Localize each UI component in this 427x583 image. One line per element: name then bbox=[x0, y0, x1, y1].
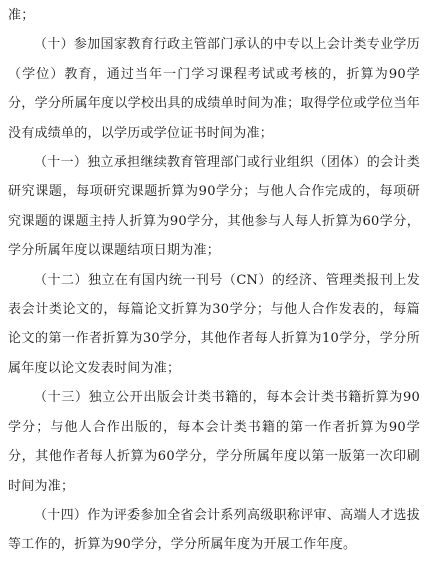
paragraph-item-14: （十四）作为评委参加全省会计系列高级职称评审、高端人才选拔等工作的，折算为90学分，学分所属年度为开展工作年度。 bbox=[8, 507, 420, 553]
paragraph-item-11: （十一）独立承担继续教育管理部门或行业组织（团体）的会计类研究课题，每项研究课题折算为90学分；与他人合作完成的，每项研究课题的课题主持人折算为90学分，其他参与人每人折算为60学分，学分所属年度以课题结项日期为准； bbox=[8, 155, 420, 259]
paragraph-item-13: （十三）独立公开出版会计类书籍的，每本会计类书籍折算为90学分；与他人合作出版的，每本会计类书籍的第一作者折算为90学分，其他作者每人折算为60学分，学分所属年度以第一版第一次印刷时间为准； bbox=[8, 390, 420, 494]
paragraph-item-12: （十二）独立在有国内统一刊号（CN）的经济、管理类报刊上发表会计类论文的，每篇论文折算为30学分；与他人合作发表的，每篇论文的第一作者折算为30学分，其他作者每人折算为10学分，学分所属年度以论文发表时间为准； bbox=[8, 272, 420, 376]
paragraph-continuation: 准； bbox=[8, 8, 35, 23]
document-page bbox=[0, 1, 427, 583]
paragraph-item-10: （十）参加国家教育行政主管部门承认的中专以上会计类专业学历（学位）教育，通过当年一门学习课程考试或考核的，折算为90学分，学分所属年度以学校出具的成绩单时间为准；取得学位或学位当年没有成绩单的，以学历或学位证书时间为准； bbox=[8, 37, 420, 141]
